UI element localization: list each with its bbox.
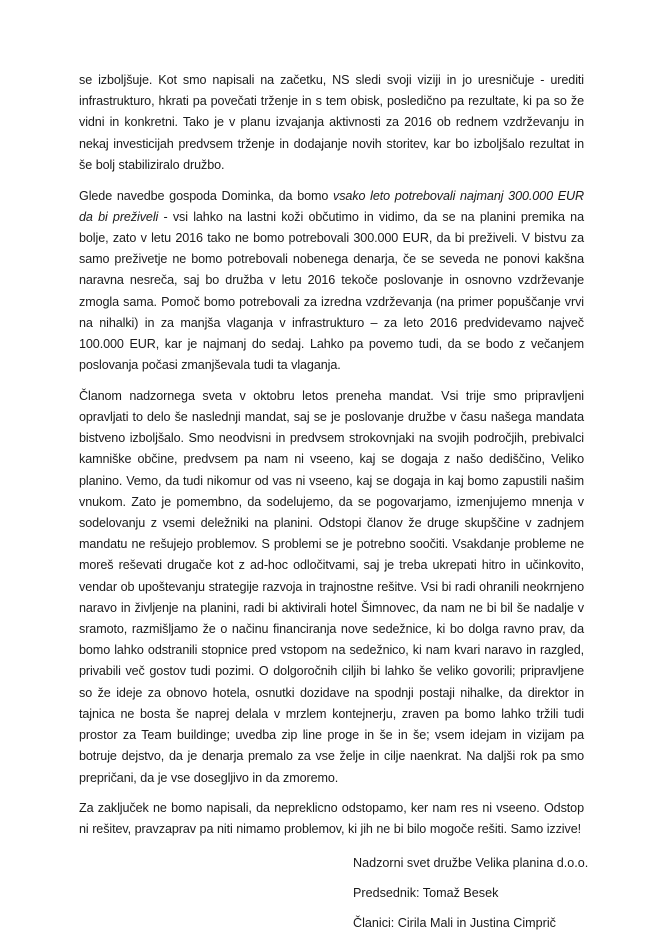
- document-page: [79, 70, 589, 943]
- paragraph-text: Glede navedbe gospoda Dominka, da bomo: [79, 188, 334, 203]
- quoted-statement: vsako leto potrebovali najmanj 300.000 EUR da bi preživeli: [79, 188, 585, 224]
- paragraph-text: se izboljšuje. Kot smo napisali na začetku, NS sledi svoji viziji in jo uresničuje - urediti infrastrukturo, hkrati pa povečati trženje in s tem obisk, posledično pa rezultate, ki pa so že vidni in konkretni. Tako je v planu izvajanja aktivnosti za 2016 ob rednem vzdrževanju in nekaj investicijah predvsem trženje in dodajanje novih storitev, kar bo izboljšalo rezultat in še bolj stabiliziralo družbo.: [79, 73, 584, 172]
- signature-president: Predsednik: Tomaž Besek: [353, 885, 499, 900]
- paragraph-text: Za zaključek ne bomo napisali, da nepreklicno odstopamo, ker nam res ni vseeno. Odstop ni rešitev, pravzaprav pa niti nimamo problemov, ki jih ne bi bilo mogoče rešiti. Samo izzive!: [79, 801, 584, 837]
- paragraph-funding: [79, 186, 584, 377]
- signature-members: Članici: Cirila Mali in Justina Cimprič: [353, 915, 556, 930]
- paragraph-mandate: [79, 386, 584, 789]
- paragraph-results: [79, 70, 584, 176]
- paragraph-text: Članom nadzornega sveta v oktobru letos preneha mandat. Vsi trije smo pripravljeni opravljati to delo še naslednji mandat, saj se je poslovanje družbe v času našega mandata bistveno izboljšalo. Smo neodvisni in predvsem strokovnjaki na svojih področjih, prebivalci kamniške občine, predvsem pa nam ni vseeno, kaj se dogaja z našo dediščino, Veliko planino. Vemo, da tudi nikomur od vas ni vseeno, kaj se dogaja in kaj bomo zapustili našim vnukom. Zato je pomembno, da sodelujemo, da se pogovarjamo, izmenjujemo mnenja v sodelovanju z vsemi deležniki na planini. Odstopi članov že druge skupščine v zadnjem mandatu ne rešujejo problemov. S problemi se je potrebno soočiti. Vsakdanje probleme ne moreš reševati drugače kot z ad-hoc odločitvami, saj je treba ukrepati hitro in učinkovito, vendar ob upoštevanju strategije razvoja in trajnostne rešitve. Vsi bi radi ohranili neokrnjeno naravo in življenje na planini, radi bi aktivirali hotel Šimnovec, da nam ne bi bil še nadalje v sramoto, razmišljamo že o načinu financiranja nove sedežnice, ki bo dolga ravno prav, da bomo lahko odstranili stopnice pred vstopom na sedežnico, ki nam kvari naravo in razgled, privabili več gostov tudi pozimi. O dolgoročnih ciljih bi lahko še veliko govorili; pripravljene so že ideje za obnovo hotela, osnutki dozidave na spodnji postaji nihalke, da direktor in tajnica ne bosta še naprej delala v mrzlem kontejnerju, zraven pa bomo lahko tržili tudi prostor za Team buildinge; uvedba zip line proge in še in še; vsem idejam in vizijam pa botruje dejstvo, da je denarja premalo za vse želje in cilje naenkrat. Na daljši rok pa smo prepričani, da je vse dosegljivo in da zmoremo.: [79, 388, 584, 785]
- paragraph-text: - vsi lahko na lastni koži občutimo in vidimo, da se na planini premika na bolje, zato v letu 2016 tako ne bomo potrebovali 300.000 EUR, da bi preživeli. V bistvu za samo preživetje ne bomo potrebovali nobenega denarja, če se seveda ne ponovi kakšna naravna nesreča, saj bo družba v letu 2016 tekoče poslovanje in osnovno vzdrževanje zmogla sama. Pomoč bomo potrebovali za izredna vzdrževanja (na primer popuščanje vrvi na nihalki) in za manjša vlaganja v infrastrukturo – za leto 2016 predvidevamo največ 100.000 EUR, kar je najmanj do sedaj. Lahko pa povemo tudi, da se bodo z večanjem poslovanja počasi zmanjševala tudi ta vlaganja.: [79, 209, 584, 373]
- signature-organization: Nadzorni svet družbe Velika planina d.o.o.: [353, 855, 589, 870]
- paragraph-conclusion: [79, 798, 584, 840]
- signature-block: [353, 853, 589, 933]
